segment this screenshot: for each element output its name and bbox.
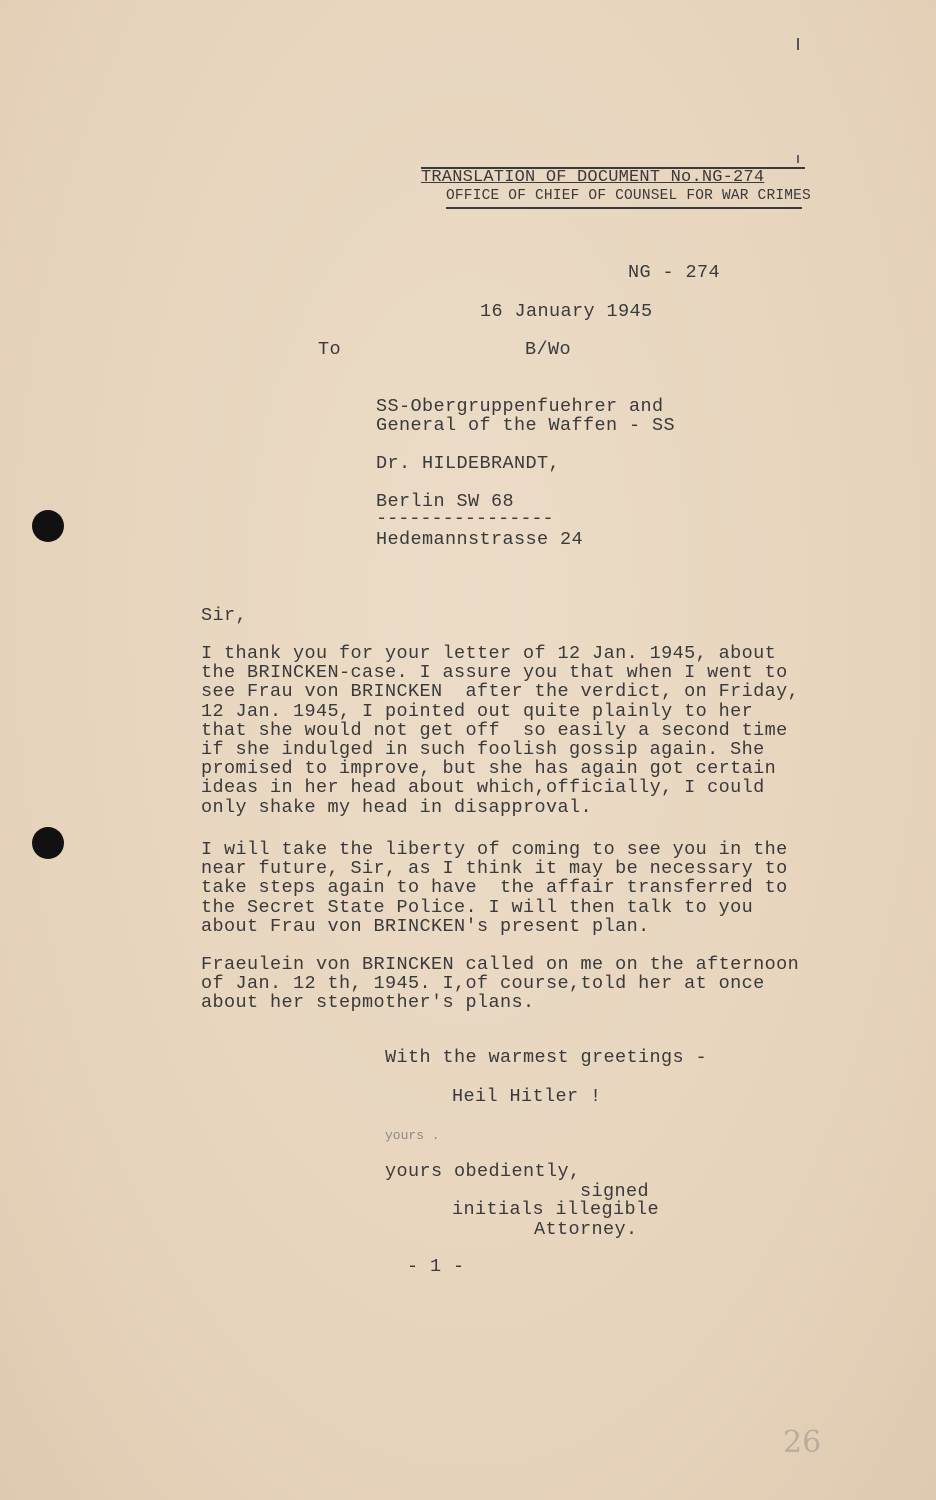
edge-mark: [797, 38, 799, 50]
reference-initials: B/Wo: [525, 339, 572, 360]
text-line: the BRINCKEN-case. I assure you that when I went to: [201, 662, 788, 684]
text-line: ideas in her head about which,officially, I could: [201, 777, 765, 799]
signature-signed: signed: [580, 1181, 650, 1202]
addressee-rank-1: SS-Obergruppenfuehrer and: [376, 396, 664, 417]
paragraph-1: [201, 644, 841, 817]
header-bottom-rule: [446, 207, 802, 209]
text-line: about her stepmother's plans.: [201, 992, 535, 1014]
text-line: promised to improve, but she has again got certain: [201, 758, 777, 780]
paragraph-2: [201, 840, 841, 936]
text-line: about Frau von BRINCKEN's present plan.: [201, 915, 650, 937]
addressee-name: Dr. HILDEBRANDT,: [376, 453, 561, 474]
address-separator: ----------------: [376, 508, 554, 529]
text-line: near future, Sir, as I think it may be necessary to: [201, 858, 788, 880]
addressee-street: Hedemannstrasse 24: [376, 529, 584, 550]
text-line: I will take the liberty of coming to see you in the: [201, 839, 788, 860]
text-line: the Secret State Police. I will then talk to you: [201, 896, 754, 918]
addressee-city: Berlin SW 68: [376, 491, 515, 512]
text-line: see Frau von BRINCKEN after the verdict, on Friday,: [201, 681, 800, 703]
punch-hole: [32, 510, 64, 542]
salutation: Sir,: [201, 605, 248, 626]
page-number: - 1 -: [407, 1256, 465, 1277]
to-label: To: [318, 339, 342, 360]
text-line: that she would not get off so easily a second time: [201, 719, 788, 741]
text-line: take steps again to have the affair transferred to: [201, 877, 788, 899]
addressee-rank-2: General of the Waffen - SS: [376, 415, 676, 436]
closing-greeting: With the warmest greetings -: [385, 1047, 708, 1068]
paragraph-3: [201, 955, 841, 1013]
text-line: Fraeulein von BRINCKEN called on me on the afternoon: [201, 954, 800, 975]
header-title: TRANSLATION OF DOCUMENT No.NG-274: [421, 168, 765, 187]
text-line: only shake my head in disapproval.: [201, 796, 593, 818]
letter-date: 16 January 1945: [480, 301, 653, 322]
faint-typed-mark: yours .: [385, 1128, 440, 1143]
signature-title: Attorney.: [534, 1219, 638, 1240]
header-office: OFFICE OF CHIEF OF COUNSEL FOR WAR CRIMES: [446, 188, 811, 204]
signature-initials: initials illegible: [452, 1199, 660, 1220]
edge-mark: [797, 155, 799, 163]
punch-hole: [32, 827, 64, 859]
text-line: I thank you for your letter of 12 Jan. 1945, about: [201, 643, 777, 664]
document-number: NG - 274: [628, 262, 721, 283]
closing-salute: Heil Hitler !: [452, 1086, 602, 1107]
pencil-folio-number: 26: [783, 1425, 822, 1460]
text-line: if she indulged in such foolish gossip again. She: [201, 739, 765, 761]
closing-yours: yours obediently,: [385, 1161, 581, 1182]
text-line: of Jan. 12 th, 1945. I,of course,told her at once: [201, 973, 765, 995]
text-line: 12 Jan. 1945, I pointed out quite plainly to her: [201, 700, 754, 722]
